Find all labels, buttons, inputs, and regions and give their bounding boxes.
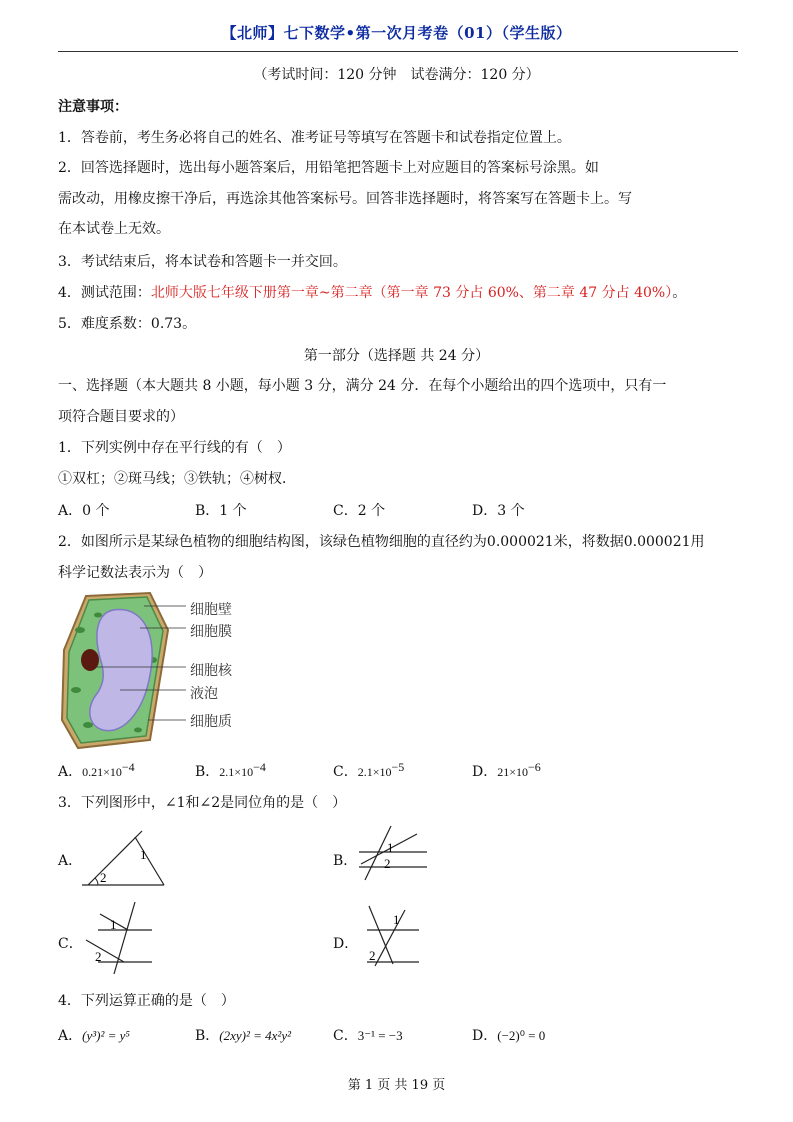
q3-figure-c[interactable] bbox=[80, 900, 160, 975]
nucleus bbox=[81, 649, 99, 671]
q4-stem: 4．下列运算正确的是（ ） bbox=[58, 993, 235, 1009]
q3-b-angle-1-label: 1 bbox=[387, 840, 394, 855]
header-divider bbox=[58, 51, 738, 52]
q3-figure-d[interactable] bbox=[357, 902, 427, 972]
notes-heading: 注意事项： bbox=[58, 99, 128, 115]
q1-option-a[interactable]: A．0 个 bbox=[58, 503, 110, 519]
label-cell-wall: 细胞壁 bbox=[190, 602, 232, 618]
plant-cell-figure bbox=[58, 590, 278, 750]
q3-option-a-letter[interactable]: A． bbox=[58, 853, 83, 869]
q1-option-b[interactable]: B．1 个 bbox=[195, 503, 247, 519]
q1-option-d[interactable]: D．3 个 bbox=[472, 503, 525, 519]
q2-option-b[interactable]: B．$2.1\times 10^{-4}$ bbox=[195, 760, 266, 780]
q3-option-b-letter[interactable]: B． bbox=[333, 853, 358, 869]
q3-d-angle-1-label: 1 bbox=[393, 912, 400, 927]
document-title: 【北师】七下数学•第一次月考卷（01）（学生版） bbox=[221, 24, 572, 42]
note-item-4 bbox=[58, 282, 686, 302]
q3-a-angle-2-label: 2 bbox=[100, 870, 107, 885]
exam-info: （考试时间：120 分钟 试卷满分：120 分） bbox=[253, 67, 540, 83]
q3-stem: 3．下列图形中，∠1和∠2是同位角的是（ ） bbox=[58, 795, 347, 811]
note-item-3: 3．考试结束后，将本试卷和答题卡一并交回。 bbox=[58, 254, 347, 270]
q1-option-c[interactable]: C．2 个 bbox=[333, 503, 386, 519]
q2-option-c[interactable]: C．$2.1\times 10^{-5}$ bbox=[333, 760, 405, 780]
q2-stem-line-1: 2．如图所示是某绿色植物的细胞结构图，该绿色植物细胞的直径约为0.000021米，将数据0.000021用 bbox=[58, 534, 705, 550]
q3-figure-a[interactable] bbox=[80, 825, 170, 890]
q4-option-c[interactable]: C．3⁻¹ = −3 bbox=[333, 1028, 403, 1044]
q3-d-angle-2-label: 2 bbox=[369, 948, 376, 963]
note-item-2-line-2: 需改动，用橡皮擦干净后，再选涂其他答案标号。回答非选择题时，将答案写在答题卡上。写 bbox=[58, 191, 632, 207]
section-instructions-line-2: 项符合题目要求的） bbox=[58, 409, 184, 425]
q3-option-d-letter[interactable]: D． bbox=[333, 936, 359, 952]
note-item-1: 1．答卷前，考生务必将自己的姓名、准考证号等填写在答题卡和试卷指定位置上。 bbox=[58, 130, 571, 146]
label-vacuole: 液泡 bbox=[190, 686, 218, 702]
label-cytoplasm: 细胞质 bbox=[190, 714, 232, 730]
note-item-4-suffix: 。 bbox=[672, 285, 687, 301]
page-number: 第 1 页 共 19 页 bbox=[347, 1078, 446, 1093]
label-nucleus: 细胞核 bbox=[190, 663, 232, 679]
q3-b-angle-2-label: 2 bbox=[384, 856, 391, 871]
note-item-2-line-3: 在本试卷上无效。 bbox=[58, 221, 170, 237]
label-cell-membrane: 细胞膜 bbox=[190, 624, 232, 640]
q3-c-angle-2-label: 2 bbox=[95, 949, 102, 964]
q2-option-a[interactable]: A．$0.21\times 10^{-4}$ bbox=[58, 760, 135, 780]
note-item-2-line-1: 2．回答选择题时，选出每小题答案后，用铅笔把答题卡上对应题目的答案标号涂黑。如 bbox=[58, 160, 599, 176]
section-instructions-line-1: 一、选择题（本大题共 8 小题，每小题 3 分，满分 24 分．在每个小题给出的四个选项中，只有一 bbox=[58, 378, 667, 394]
q1-stem: 1．下列实例中存在平行线的有（ ） bbox=[58, 440, 291, 456]
q3-option-c-letter[interactable]: C． bbox=[58, 936, 83, 952]
q3-c-angle-1-label: 1 bbox=[110, 917, 117, 932]
q1-items: ①双杠；②斑马线；③铁轨；④树杈． bbox=[58, 471, 296, 487]
q2-stem-line-2: 科学记数法表示为（ ） bbox=[58, 565, 212, 581]
q2-option-d[interactable]: D．$21\times 10^{-6}$ bbox=[472, 760, 541, 780]
q3-figure-b[interactable] bbox=[357, 822, 432, 887]
note-item-4-prefix: 4．测试范围： bbox=[58, 285, 151, 301]
q4-option-d[interactable]: D．(−2)⁰ = 0 bbox=[472, 1028, 546, 1044]
test-scope: 北师大版七年级下册第一章~第二章（第一章 73 分占 60%、第二章 47 分占 40%） bbox=[150, 285, 673, 301]
q4-option-a[interactable]: A．(y³)² = y⁵ bbox=[58, 1028, 130, 1044]
note-item-5: 5．难度系数：0.73。 bbox=[58, 316, 197, 332]
part1-title: 第一部分（选择题 共 24 分） bbox=[303, 348, 490, 364]
q3-a-angle-1-label: 1 bbox=[140, 847, 147, 862]
q4-option-b[interactable]: B．(2xy)² = 4x²y² bbox=[195, 1028, 291, 1044]
